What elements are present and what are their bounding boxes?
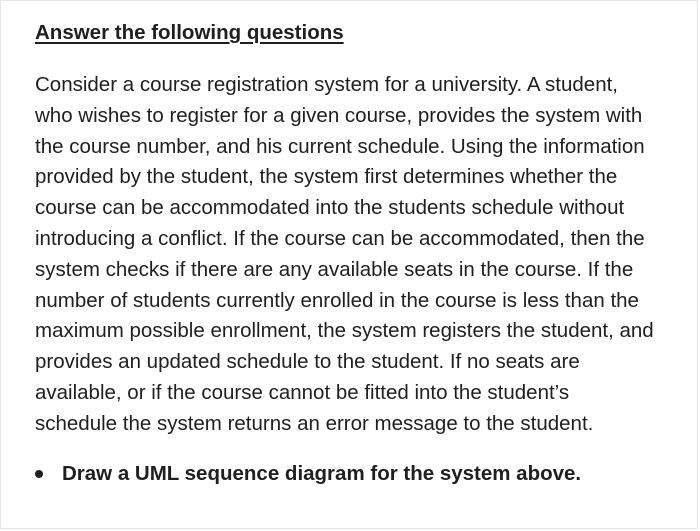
paragraph-line: who wishes to register for a given course, provides the system with — [35, 103, 643, 127]
paragraph-line: number of students currently enrolled in the course is less than the — [35, 288, 639, 312]
paragraph-line: system checks if there are any available seats in the course. If the — [35, 257, 634, 281]
paragraph-line: schedule the system returns an error message to the student. — [35, 411, 594, 435]
task-list — [35, 462, 581, 486]
paragraph-line: available, or if the course cannot be fitted into the student’s — [35, 380, 570, 404]
paragraph-line: course can be accommodated into the students schedule without — [35, 196, 625, 220]
paragraph-line: provides an updated schedule to the student. If no seats are — [35, 350, 580, 374]
task-item — [35, 462, 581, 486]
task-text: Draw a UML sequence diagram for the system above. — [62, 462, 582, 485]
bullet-icon — [35, 470, 43, 478]
paragraph-line: introducing a conflict. If the course can be accommodated, then the — [35, 226, 645, 250]
paragraph-line: provided by the student, the system first determines whether the — [35, 165, 618, 189]
paragraph-line: the course number, and his current schedule. Using the information — [35, 134, 645, 158]
paragraph-line: Consider a course registration system for a university. A student, — [35, 73, 618, 96]
paragraph-line: maximum possible enrollment, the system registers the student, and — [35, 319, 654, 343]
section-heading: Answer the following questions — [35, 21, 344, 44]
problem-paragraph — [35, 70, 654, 440]
